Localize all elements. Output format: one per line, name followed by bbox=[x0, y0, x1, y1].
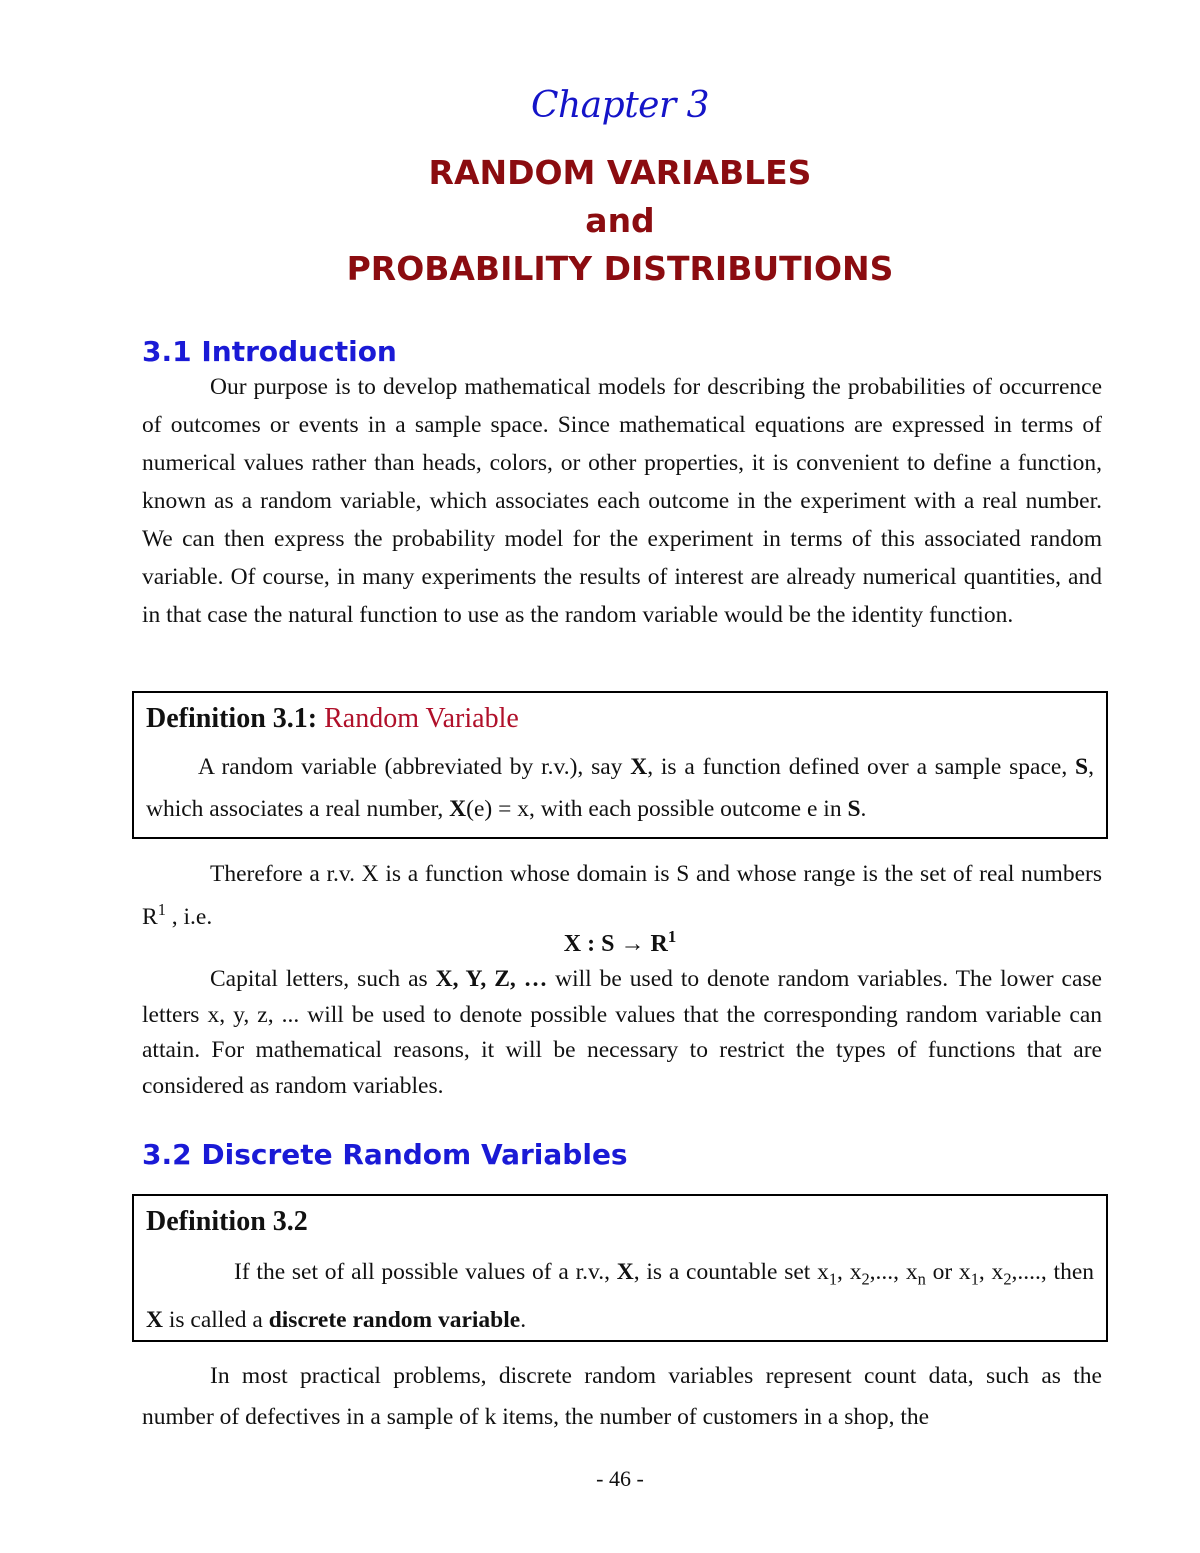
definition-text: If the set of all possible values of a r.v., X, is a countable set $x_1$, $x_2$,..., $x_n$ or $x_1$, $x_2$,...., then X is called a discrete random variable. bbox=[146, 1259, 1095, 1333]
definition-box-3-2 bbox=[132, 1194, 1108, 1342]
rv-domain-paragraph: Therefore a r.v. X is a function whose domain is S and whose range is the set of real numbers $R^1$ , i.e. bbox=[142, 861, 1102, 930]
definition-text: A random variable (abbreviated by r.v.), say X, is a function defined over a sample space, S, which associates a real number, X(e) = x, with each possible outcome e in S. bbox=[146, 754, 1094, 822]
definition-box-3-1 bbox=[132, 691, 1108, 839]
definition-title bbox=[146, 703, 519, 735]
definition-title: Definition 3.2 bbox=[146, 1206, 308, 1237]
section-heading-introduction: 3.1 Introduction bbox=[142, 335, 397, 368]
closing-paragraph: In most practical problems, discrete random variables represent count data, such as the number of defectives in a sample of k items, the number of customers in a shop, the bbox=[142, 1363, 1102, 1430]
rv-mapping-formula: X : $S \to R^1$ bbox=[563, 927, 677, 957]
intro-paragraph: Our purpose is to develop mathematical models for describing the probabilities of occurrence of outcomes or events in a sample space. Since mathematical equations are expressed in terms of numerical values rather than heads, colors, or other properties, it is convenient to define a function, known as a random variable, which associates each outcome in the experiment with a real number. We can then express the probability model for the experiment in terms of this associated random variable. Of course, in many experiments the results of interest are already numerical quantities, and in that case the natural function to use as the random variable would be the identity function. bbox=[142, 374, 1102, 628]
page-number: - 46 - bbox=[596, 1466, 644, 1491]
title-line-1: RANDOM VARIABLES bbox=[428, 153, 812, 192]
definition-label: Definition 3.1: bbox=[146, 703, 318, 734]
notation-paragraph: Capital letters, such as X, Y, Z, … will be used to denote random variables. The lower case letters x, y, z, ... will be used to denote possible values that the corresponding random variable can attain. For mathematical reasons, it will be necessary to restrict the types of functions that are considered as random variables. bbox=[142, 966, 1102, 1099]
definition-name: Random Variable bbox=[324, 703, 519, 734]
title-line-2: and bbox=[585, 201, 655, 240]
chapter-label: Chapter 3 bbox=[530, 85, 710, 126]
section-heading-discrete: 3.2 Discrete Random Variables bbox=[142, 1138, 628, 1171]
title-line-3: PROBABILITY DISTRIBUTIONS bbox=[346, 249, 894, 288]
